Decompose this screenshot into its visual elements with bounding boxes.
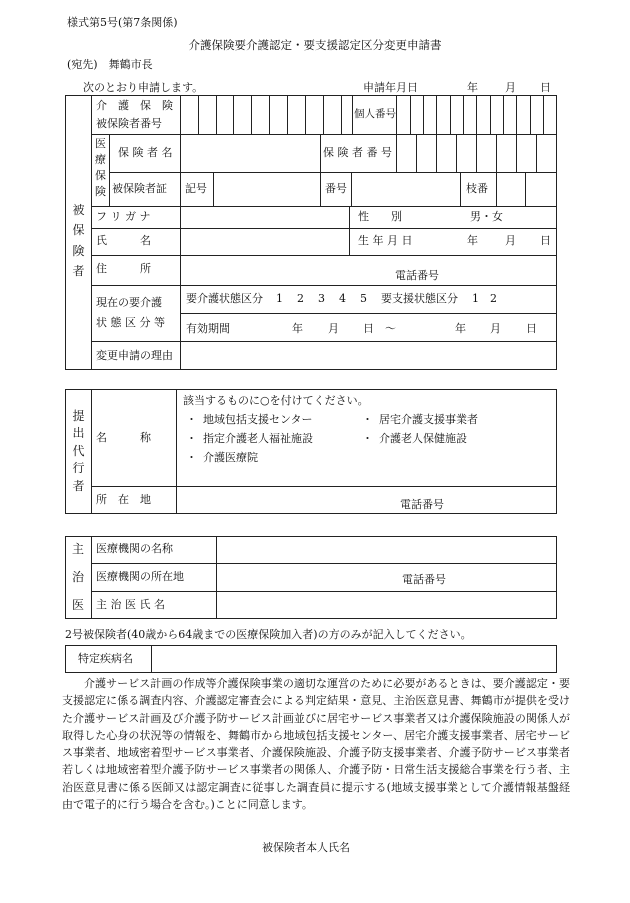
application-date-year: 年 [467,81,478,94]
agent-option-home-care-support[interactable]: 居宅介護支援事業者 [379,413,478,426]
agent-name-label: 名 称 [96,431,151,444]
support-level-label: 要支援状態区分 [381,292,458,305]
support-level-option-2[interactable]: 2 [490,292,497,305]
bullet-4: ・ [362,432,373,445]
furigana-label: フ リ ガ ナ [96,210,151,223]
agent-option-welfare-facility[interactable]: 指定介護老人福祉施設 [203,432,313,445]
period-tilde: ～ [385,322,396,335]
intro-text: 次のとおり申請します。 [83,81,204,94]
care-level-option-4[interactable]: 4 [339,292,346,305]
agent-option-community-support-center[interactable]: 地域包括支援センター [203,413,313,426]
personal-number-label: 個人番号 [354,108,396,120]
institution-name-label: 医療機関の名称 [96,542,173,555]
agent-phone-label: 電話番号 [400,498,444,511]
care-level-option-2[interactable]: 2 [297,292,304,305]
insurer-name-label: 保 険 者 名 [118,146,173,159]
gender-options[interactable]: 男・女 [470,210,503,223]
birth-year-label: 年 [467,234,478,247]
period-day-1: 日 [363,322,374,335]
application-date-day: 日 [540,81,551,94]
care-level-option-1[interactable]: 1 [276,292,283,305]
medical-insurance-label: 医療保険 [95,137,106,198]
birth-month-label: 月 [505,234,516,247]
insured-phone-label: 電話番号 [395,269,439,282]
application-date-month: 月 [505,81,516,94]
insured-section-label: 被保険者 [72,203,85,279]
current-level-label-1: 現在の要介護 [96,296,162,309]
period-day-2: 日 [526,322,537,335]
period-month-2: 月 [490,322,501,335]
institution-address-label: 医療機関の所在地 [96,570,184,583]
birth-date-label: 生 年 月 日 [358,234,413,247]
current-level-label-2: 状 態 区 分 等 [96,316,165,329]
agent-location-label: 所 在 地 [96,493,151,506]
address-label: 住 所 [96,262,151,275]
bullet-2: ・ [362,413,373,426]
consent-text: 介護サービス計画の作成等介護保険事業の適切な運営のために必要があるときは、要介護認定・要支援認定に係る調査内容、介護認定審査会による判定結果・意見、主治医意見書、舞鶴市が提供を受けた介護サービス計画及び介護予防サービス計画並びに居宅サービス事業者又は介護保険施設の関係人が取得した心身の状況等の情報を、舞鶴市から地域包括支援センター、居宅介護支援事業者、居宅サービス事業者、地域密着型サービス事業者、介護保険施設、介護予防支援事業者、介護予防サービス事業者若しくは地域密着型介護予防サービス事業者の関係人、介護予防・日常生活支援総合事業を行う者、主治医意見書に係る医師又は認定調査に従事した調査員に提示する(地域支援事業として介護情報基盤経由で電子的に行う場合を含む。)ことに同意します。 [62,677,570,812]
agent-section-label: 提出代行者 [72,409,85,493]
form-number: 様式第5号(第7条関係) [67,16,178,29]
insurance-number-label-2: 被保険者番号 [96,117,162,130]
agent-option-health-facility[interactable]: 介護老人保健施設 [379,432,467,445]
birth-day-label: 日 [540,234,551,247]
period-year-2: 年 [455,322,466,335]
doctor-section-char-2: 治 [72,570,85,584]
symbol-label: 記号 [185,182,207,195]
specific-disease-note: 2号被保険者(40歳から64歳までの医療保険加入者)の方のみが記入してください。 [65,628,472,641]
doctor-section-char-1: 主 [72,542,85,556]
bullet-1: ・ [186,413,197,426]
period-year-1: 年 [292,322,303,335]
support-level-option-1[interactable]: 1 [472,292,479,305]
signature-label: 被保険者本人氏名 [262,841,350,854]
change-reason-label: 変更申請の理由 [96,349,173,362]
number-label: 番号 [325,182,347,195]
form-title: 介護保険要介護認定・要支援認定区分変更申請書 [188,38,442,52]
insurer-number-label: 保 険 者 番 号 [323,146,392,159]
bullet-3: ・ [186,432,197,445]
care-level-label: 要介護状態区分 [186,292,263,305]
agent-instruction: 該当するものに○を付けてください。 [183,394,369,407]
insured-card-label: 被保険者証 [112,182,167,195]
doctor-section-char-3: 医 [72,598,85,612]
specific-disease-label: 特定疾病名 [78,652,133,665]
care-level-option-5[interactable]: 5 [360,292,367,305]
insurance-number-label-1: 介 護 保 険 [96,99,173,112]
care-level-option-3[interactable]: 3 [318,292,325,305]
name-label: 氏 名 [96,234,151,247]
gender-label: 性 別 [358,210,402,223]
application-date-label: 申請年月日 [363,81,418,94]
bullet-5: ・ [186,451,197,464]
doctor-phone-label: 電話番号 [402,573,446,586]
agent-option-medical-care-facility[interactable]: 介護医療院 [203,451,258,464]
addressee: (宛先) 舞鶴市長 [67,58,153,71]
branch-number-label: 枝番 [466,182,488,195]
doctor-name-label: 主 治 医 氏 名 [96,598,165,611]
valid-period-label: 有効期間 [186,322,230,335]
period-month-1: 月 [328,322,339,335]
